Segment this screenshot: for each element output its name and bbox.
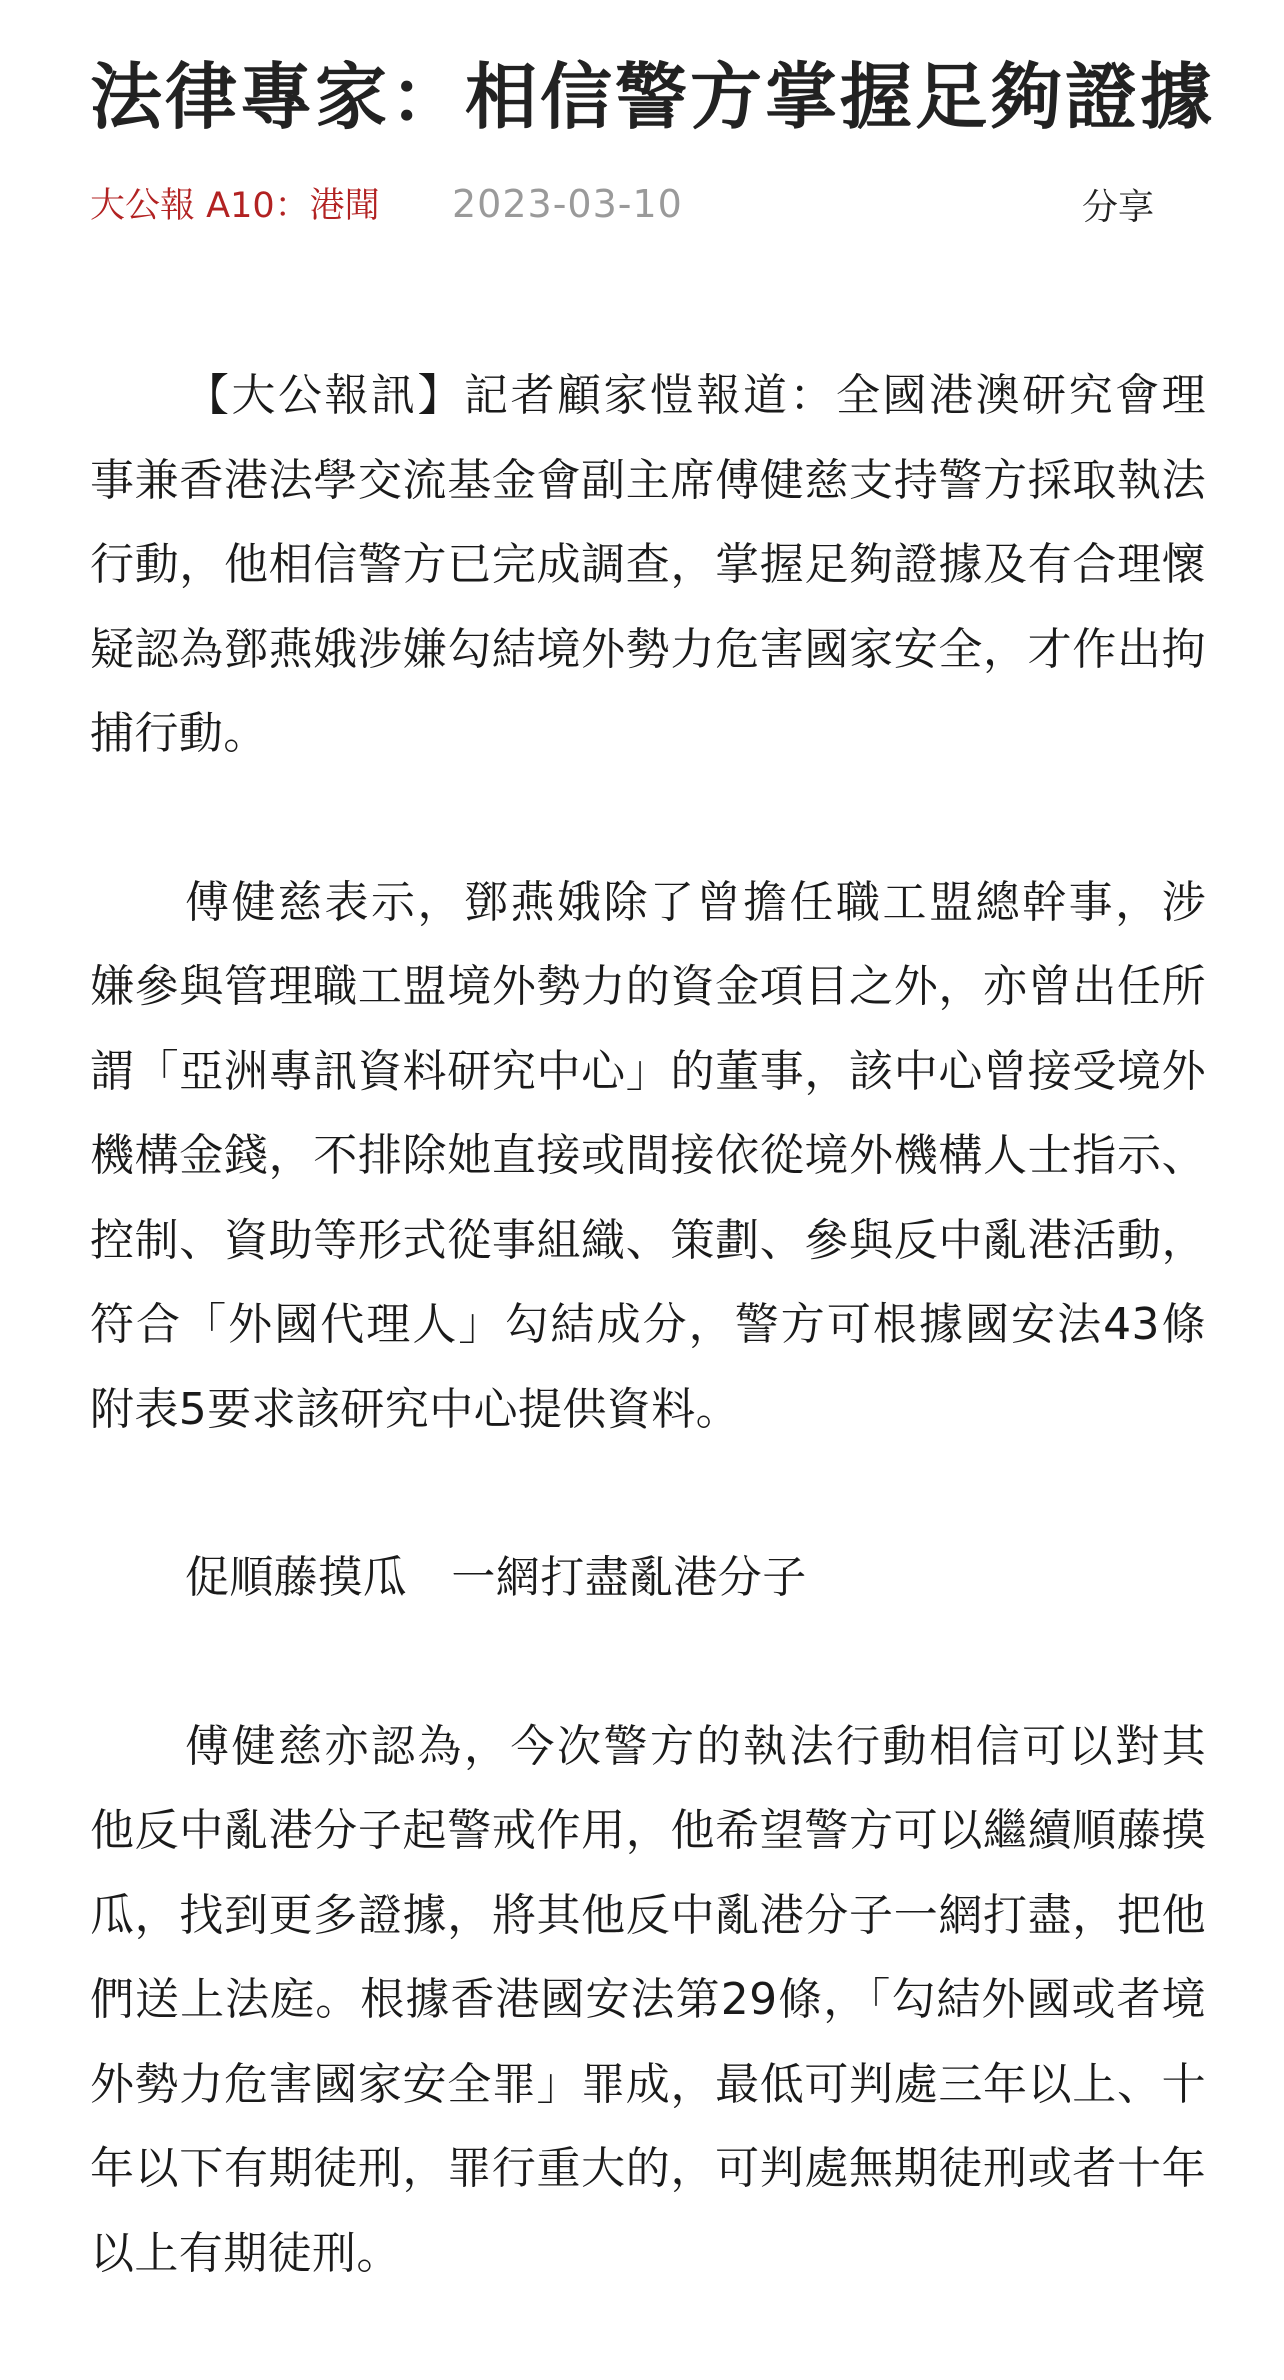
paragraph-1: 【大公報訊】記者顧家愷報道：全國港澳研究會理事兼香港法學交流基金會副主席傅健慈支持警方採取執法行動，他相信警方已完成調查，掌握足夠證據及有合理懷疑認為鄧燕娥涉嫌勾結境外勢力危害國家安全，才作出拘捕行動。: [90, 370, 1206, 759]
section-subheading: 促順藤摸瓜 一網打盡亂港分子: [185, 1552, 807, 1603]
article-body: [90, 354, 1206, 2380]
article-headline: 法律專家：相信警方掌握足夠證據: [90, 55, 1216, 139]
article-date: 2023-03-10: [452, 182, 683, 226]
share-button[interactable]: 分享: [1082, 187, 1155, 228]
article-source[interactable]: 大公報 A10：港聞: [90, 186, 380, 226]
paragraph-2: 傅健慈表示，鄧燕娥除了曾擔任職工盟總幹事，涉嫌參與管理職工盟境外勢力的資金項目之外，亦曾出任所謂「亞洲專訊資料研究中心」的董事，該中心曾接受境外機構金錢，不排除她直接或間接依從境外機構人士指示、控制、資助等形式從事組織、策劃、參與反中亂港活動，符合「外國代理人」勾結成分，警方可根據國安法43條附表5要求該研究中心提供資料。: [90, 876, 1206, 1435]
paragraph-3: 傅健慈亦認為，今次警方的執法行動相信可以對其他反中亂港分子起警戒作用，他希望警方可以繼續順藤摸瓜，找到更多證據，將其他反中亂港分子一網打盡，把他們送上法庭。根據香港國安法第29條，「勾結外國或者境外勢力危害國家安全罪」罪成，最低可判處三年以上、十年以下有期徒刑，罪行重大的，可判處無期徒刑或者十年以上有期徒刑。: [90, 1720, 1206, 2279]
